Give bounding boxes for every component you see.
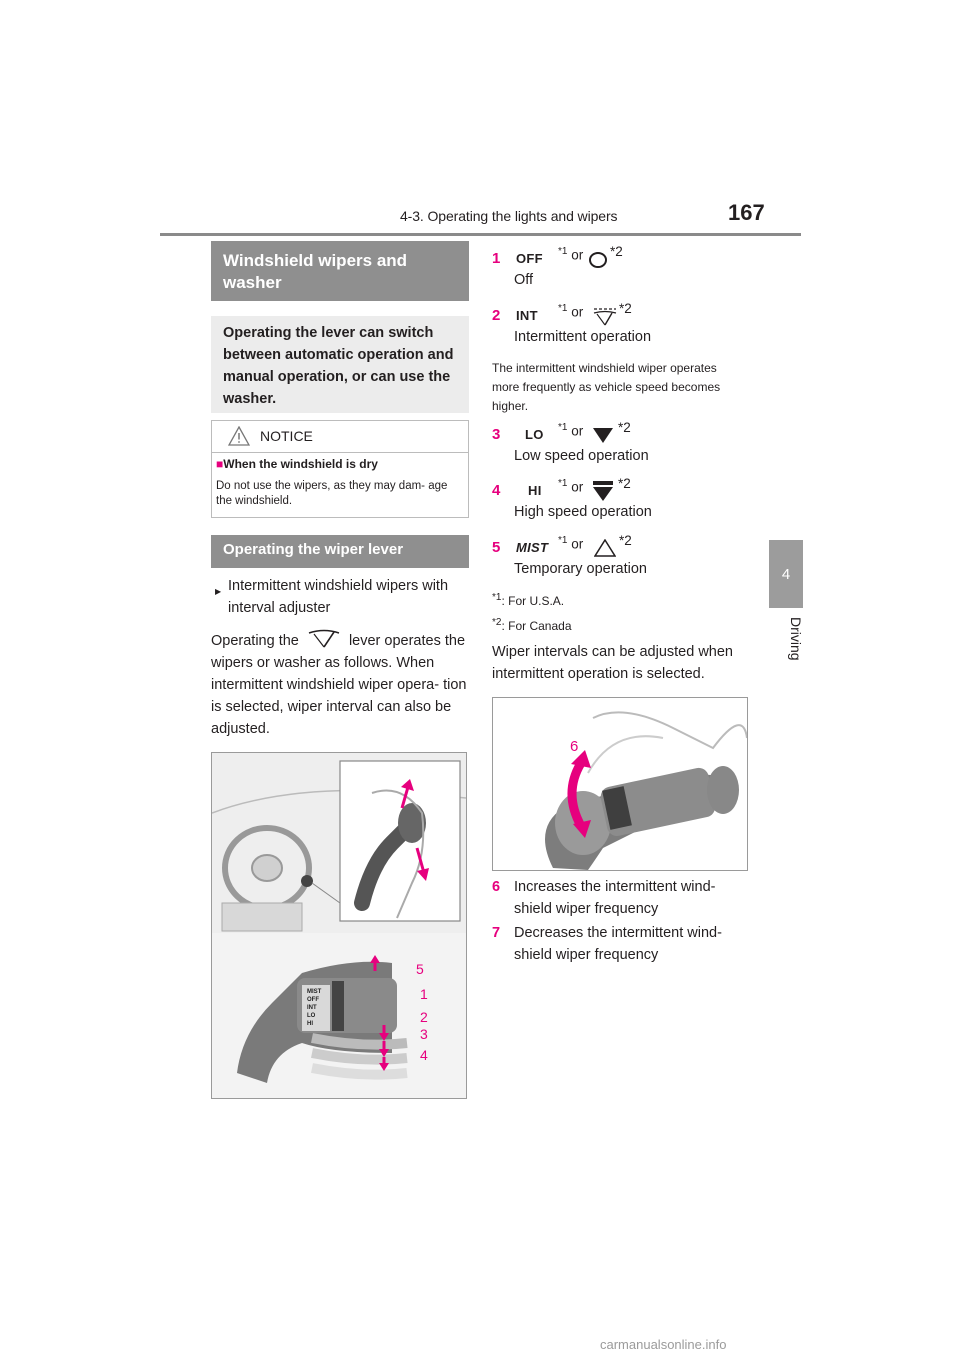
- intermittent-wiper-icon: [591, 305, 619, 327]
- watermark: carmanualsonline.info: [600, 1337, 727, 1352]
- body-paragraph: [211, 630, 469, 740]
- footnote-mark: *1: [558, 246, 568, 257]
- footnote-mark: *2: [619, 533, 632, 548]
- warning-triangle-icon: [228, 426, 250, 446]
- or-text: [558, 478, 583, 495]
- hi-symbol: HI: [528, 483, 542, 498]
- intermittent-note: The intermittent windshield wiper operates more frequently as vehicle speed becomes higher.: [492, 361, 721, 413]
- or-text: [558, 303, 583, 320]
- high-speed-icon: [592, 480, 614, 502]
- footnote-mark: *2: [619, 301, 632, 316]
- callout-6: 6: [570, 738, 579, 755]
- interval-adjuster-illustration: [492, 697, 748, 871]
- wiper-icon: [303, 634, 345, 648]
- item-description: Off: [514, 272, 534, 288]
- callout-3: 3: [420, 1026, 428, 1042]
- chapter-number: 4: [781, 565, 791, 583]
- footnote-mark: *2: [610, 244, 623, 259]
- body-text-after: lever operates the wipers or washer as follows. When intermittent windshield wiper opera- tion is selected, wiper interval can also be adjusted.: [211, 633, 467, 737]
- int-symbol: INT: [516, 308, 538, 323]
- item-number: 3: [492, 426, 501, 443]
- or-text: [558, 246, 583, 263]
- lever-label: OFF: [307, 997, 319, 1003]
- header-rule: [160, 233, 801, 236]
- notice-box: [211, 420, 469, 518]
- item-description: Low speed operation: [514, 448, 649, 464]
- item-number: 6: [492, 879, 501, 895]
- callout-4: 4: [420, 1047, 428, 1063]
- topic-title: Windshield wipers and washer: [211, 241, 469, 301]
- item-number: 1: [492, 250, 501, 267]
- item-number: 2: [492, 307, 501, 324]
- section-heading: Operating the wiper lever: [211, 535, 469, 568]
- or-word: or: [571, 479, 584, 495]
- lever-label: INT: [307, 1005, 317, 1011]
- square-marker: ■: [216, 457, 224, 471]
- chapter-tab: [769, 540, 803, 608]
- item-number: 4: [492, 482, 501, 499]
- footnote-mark: *1: [558, 303, 568, 314]
- item-number: 5: [492, 539, 501, 556]
- notice-subtitle-text: When the windshield is dry: [223, 457, 378, 471]
- item-number: 7: [492, 925, 501, 941]
- callout-7: 7: [580, 821, 589, 838]
- item-description: Decreases the intermittent wind- shield wiper frequency: [514, 925, 722, 963]
- callout-5: 5: [416, 961, 424, 977]
- footnote-mark: *1: [558, 535, 568, 546]
- item-description: Intermittent operation: [514, 329, 652, 345]
- off-ring-icon: [588, 251, 608, 269]
- footnote-mark: *1: [558, 478, 568, 489]
- notice-text: Do not use the wipers, as they may dam- age the windshield.: [216, 480, 448, 507]
- topic-intro: Operating the lever can switch between automatic operation and manual operation, or can use the washer.: [211, 316, 469, 413]
- lever-label: HI: [307, 1021, 313, 1027]
- item-description: High speed operation: [514, 504, 652, 520]
- lever-label: LO: [307, 1013, 316, 1019]
- notice-subtitle: [216, 457, 378, 471]
- footnote-mark: *2: [618, 476, 631, 491]
- bullet-item: [214, 575, 482, 619]
- or-text: [558, 422, 583, 439]
- or-word: or: [571, 304, 584, 320]
- section-title: 4-3. Operating the lights and wipers: [400, 208, 618, 224]
- off-symbol: OFF: [516, 251, 543, 266]
- wiper-interval-note: Wiper intervals can be adjusted when intermittent operation is selected.: [492, 644, 733, 682]
- lever-labels: [307, 988, 321, 1028]
- notice-header: [212, 421, 468, 453]
- page-number: 167: [728, 200, 765, 225]
- footnote-mark: *2: [492, 617, 502, 628]
- callout-2: 2: [420, 1009, 428, 1025]
- chapter-label: Driving: [788, 617, 804, 661]
- low-speed-icon: [592, 426, 614, 444]
- mist-triangle-icon: [594, 539, 616, 557]
- item-description: Increases the intermittent wind- shield wiper frequency: [514, 879, 716, 917]
- adjuster-drawing: [493, 698, 747, 870]
- callout-1: 1: [420, 986, 428, 1002]
- footnote-mark: *1: [492, 592, 502, 603]
- footnote: [492, 592, 564, 608]
- or-word: or: [571, 247, 584, 263]
- footnote-text: : For Canada: [501, 619, 572, 633]
- notice-label: NOTICE: [260, 428, 313, 444]
- body-text-before: Operating the: [211, 633, 299, 649]
- footnote: [492, 617, 572, 633]
- lever-label: MIST: [307, 989, 322, 995]
- bullet-text: Intermittent windshield wipers with interval adjuster: [228, 578, 449, 616]
- or-word: or: [571, 536, 584, 552]
- mist-symbol: MIST: [516, 540, 549, 555]
- or-text: [558, 535, 583, 552]
- wiper-lever-illustration: [211, 752, 467, 1099]
- or-word: or: [571, 423, 584, 439]
- item-description: Temporary operation: [514, 561, 647, 577]
- lo-symbol: LO: [525, 427, 544, 442]
- footnote-text: : For U.S.A.: [501, 594, 565, 608]
- footnote-mark: *1: [558, 422, 568, 433]
- footnote-mark: *2: [618, 420, 631, 435]
